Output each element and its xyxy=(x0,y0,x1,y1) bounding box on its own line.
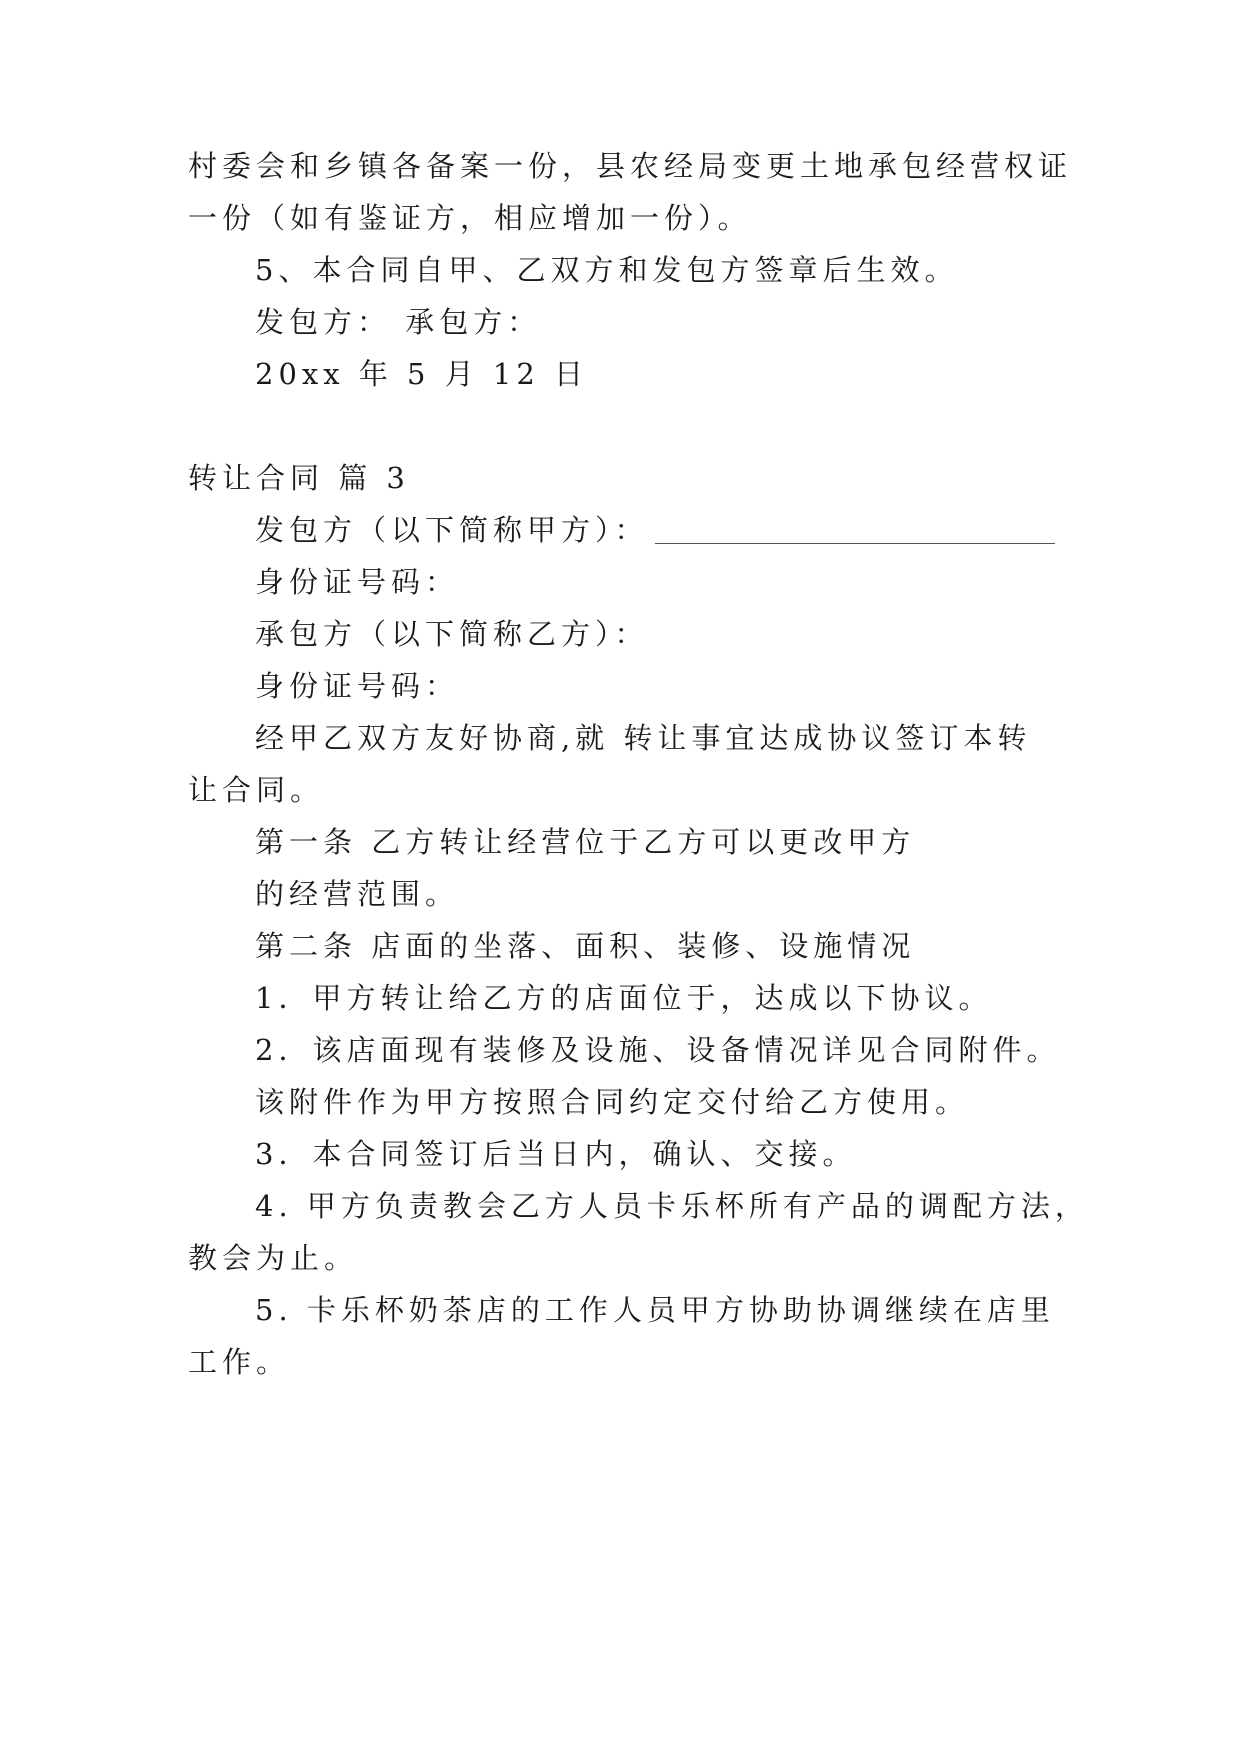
party-a-id-label: 身份证号码： xyxy=(255,565,460,599)
party-b-label: 承包方（以下简称乙方）： xyxy=(255,617,649,651)
party-b-id-label: 身份证号码： xyxy=(255,669,460,703)
signature-labels: 发包方： 承包方： xyxy=(255,305,542,339)
paragraph-line: 一份（如有鉴证方，相应增加一份）。 xyxy=(188,201,752,235)
item-5: 5. 卡乐杯奶茶店的工作人员甲方协助协调继续在店里 xyxy=(255,1293,1055,1327)
preamble-line: 经甲乙双方友好协商,就 转让事宜达成协议签订本转 xyxy=(255,721,1032,755)
article-1-line: 的经营范围。 xyxy=(255,877,460,911)
party-a-line xyxy=(255,510,1055,550)
item-4-continued: 教会为止。 xyxy=(188,1241,359,1275)
article-2-heading: 第二条 店面的坐落、面积、装修、设施情况 xyxy=(255,929,916,963)
signing-date: 20xx 年 5 月 12 日 xyxy=(255,357,589,391)
item-3: 3．本合同签订后当日内，确认、交接。 xyxy=(255,1137,857,1171)
clause-5-effective: 5、本合同自甲、乙双方和发包方签章后生效。 xyxy=(255,253,959,287)
party-a-blank xyxy=(655,541,1055,544)
item-4: 4. 甲方负责教会乙方人员卡乐杯所有产品的调配方法， xyxy=(255,1189,1089,1223)
section-title: 转让合同 篇 3 xyxy=(188,461,410,495)
paragraph-line: 村委会和乡镇各备案一份，县农经局变更土地承包经营权证 xyxy=(188,149,1073,183)
item-2: 2．该店面现有装修及设施、设备情况详见合同附件。 xyxy=(255,1033,1061,1067)
item-5-continued: 工作。 xyxy=(188,1345,291,1379)
party-a-label: 发包方（以下简称甲方）： xyxy=(255,513,649,547)
preamble-line: 让合同。 xyxy=(188,773,325,807)
item-1: 1．甲方转让给乙方的店面位于，达成以下协议。 xyxy=(255,981,993,1015)
item-2-continued: 该附件作为甲方按照合同约定交付给乙方使用。 xyxy=(255,1085,970,1119)
article-1-line: 第一条 乙方转让经营位于乙方可以更改甲方 xyxy=(255,825,916,859)
